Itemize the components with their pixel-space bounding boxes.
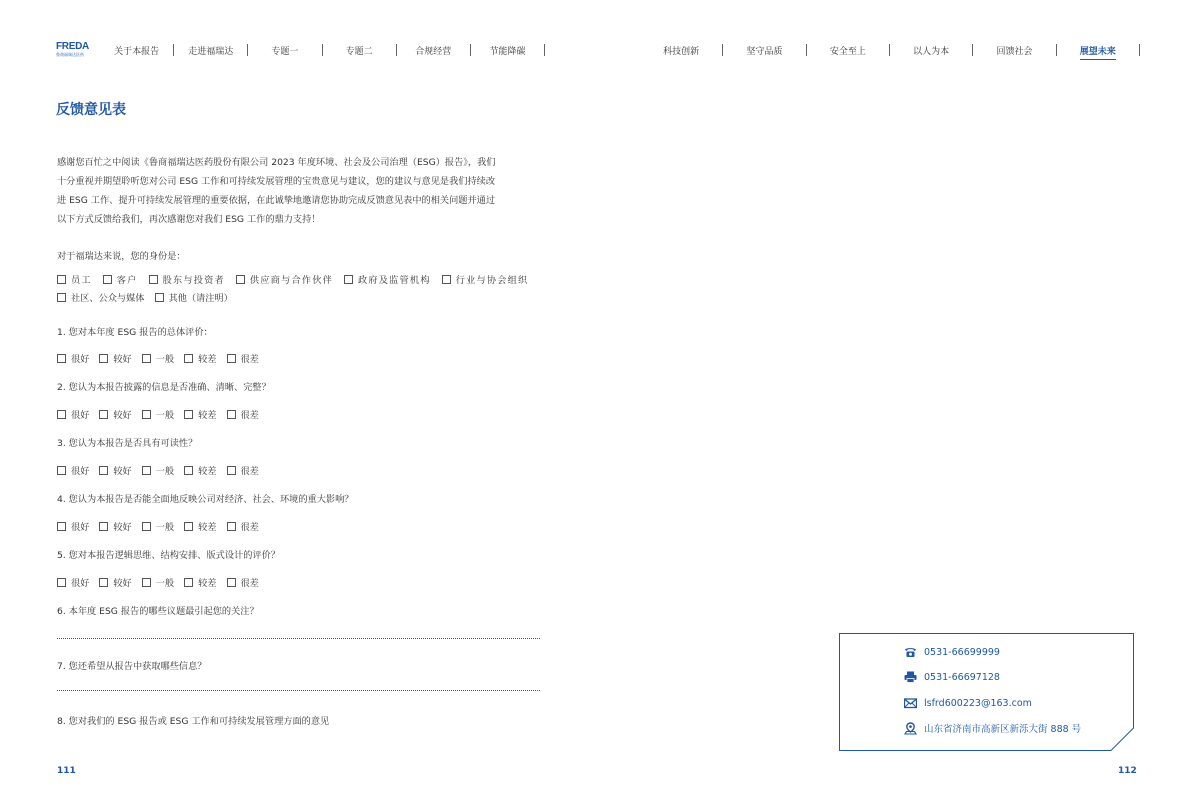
nav-left (100, 43, 545, 57)
nav-item-about-company[interactable]: 走进福瑞达 (188, 46, 234, 57)
checkbox[interactable] (227, 410, 236, 419)
nav-item-innovation[interactable]: 科技创新 (663, 46, 700, 57)
checkbox[interactable] (57, 275, 66, 284)
rating-option[interactable]: 很好 (57, 575, 89, 589)
rating-option[interactable]: 一般 (142, 351, 174, 365)
checkbox[interactable] (227, 466, 236, 475)
rating-option[interactable]: 很好 (57, 519, 89, 533)
nav-item-community[interactable]: 回馈社会 (996, 46, 1033, 57)
checkbox[interactable] (184, 354, 193, 363)
contact-fax (904, 671, 1000, 683)
page-number-right: 112 (1118, 766, 1137, 776)
rating-option[interactable]: 较差 (184, 463, 216, 477)
rating-option[interactable]: 很差 (227, 575, 259, 589)
rating-option[interactable]: 很差 (227, 407, 259, 421)
rating-option[interactable]: 较好 (99, 407, 131, 421)
checkbox[interactable] (184, 578, 193, 587)
contact-email (904, 697, 1032, 709)
rating-option[interactable]: 较差 (184, 519, 216, 533)
question-7: 7. 您还希望从报告中获取哪些信息？ (57, 661, 207, 672)
phone-number[interactable]: 0531-66699999 (924, 646, 1000, 658)
question-6: 6. 本年度 ESG 报告的哪些议题最引起您的关注？ (57, 606, 259, 617)
answer-line-q7[interactable] (57, 690, 540, 691)
nav-item-about-report[interactable]: 关于本报告 (114, 46, 160, 57)
rating-option[interactable]: 很差 (227, 519, 259, 533)
checkbox[interactable] (142, 354, 151, 363)
rating-option[interactable]: 很差 (227, 351, 259, 365)
intro-paragraph (57, 153, 541, 229)
phone-icon (904, 646, 917, 658)
checkbox[interactable] (236, 275, 245, 284)
nav-divider (544, 44, 545, 56)
logo (56, 41, 88, 59)
identity-option-other[interactable]: 其他（请注明） (155, 290, 233, 304)
checkbox[interactable] (184, 410, 193, 419)
identity-option-employee[interactable]: 员工 (57, 272, 92, 286)
checkbox[interactable] (344, 275, 353, 284)
nav-item-outlook-active[interactable]: 展望未来 (1057, 44, 1139, 57)
rating-options-q4 (57, 519, 269, 533)
rating-option[interactable]: 较好 (99, 519, 131, 533)
question-3: 3. 您认为本报告是否具有可读性？ (57, 438, 198, 449)
checkbox[interactable] (57, 293, 66, 302)
nav-item-topic-one[interactable]: 专题一 (271, 46, 299, 57)
nav-right (640, 43, 1140, 57)
checkbox[interactable] (99, 522, 108, 531)
rating-option[interactable]: 很好 (57, 407, 89, 421)
checkbox[interactable] (184, 466, 193, 475)
intro-line: 感谢您百忙之中阅读《鲁商福瑞达医药股份有限公司 2023 年度环境、社会及公司治理（ESG）报告》，我们 (57, 157, 496, 168)
rating-option[interactable]: 很好 (57, 463, 89, 477)
checkbox[interactable] (57, 410, 66, 419)
rating-option[interactable]: 较好 (99, 575, 131, 589)
nav-item-topic-two[interactable]: 专题二 (345, 46, 373, 57)
identity-option-customer[interactable]: 客户 (103, 272, 138, 286)
contact-phone (904, 646, 1000, 658)
intro-line: 以下方式反馈给我们，再次感谢您对我们 ESG 工作的鼎力支持！ (57, 214, 321, 225)
fax-number[interactable]: 0531-66697128 (924, 671, 1000, 683)
location-icon (904, 722, 917, 735)
checkbox[interactable] (99, 354, 108, 363)
email-address[interactable]: lsfrd600223@163.com (924, 697, 1032, 709)
rating-option[interactable]: 较差 (184, 407, 216, 421)
question-2: 2. 您认为本报告披露的信息是否准确、清晰、完整？ (57, 382, 271, 393)
checkbox[interactable] (149, 275, 158, 284)
mail-icon (904, 697, 917, 709)
checkbox[interactable] (142, 410, 151, 419)
question-1: 1. 您对本年度 ESG 报告的总体评价： (57, 327, 213, 338)
checkbox[interactable] (99, 410, 108, 419)
address-text: 山东省济南市高新区新泺大街 888 号 (924, 724, 1082, 735)
rating-options-q3 (57, 463, 269, 477)
nav-item-carbon-reduction[interactable]: 节能降碳 (489, 46, 526, 57)
checkbox[interactable] (103, 275, 112, 284)
nav-item-quality[interactable]: 坚守品质 (746, 46, 783, 57)
rating-options-q1 (57, 351, 269, 365)
page-title: 反馈意见表 (56, 102, 126, 118)
rating-option[interactable]: 一般 (142, 407, 174, 421)
checkbox[interactable] (227, 578, 236, 587)
intro-line: 进 ESG 工作、提升可持续发展管理的重要依据，在此诚挚地邀请您协助完成反馈意见表中的相关问题并通过 (57, 195, 496, 206)
rating-options-q5 (57, 575, 269, 589)
nav-item-people[interactable]: 以人为本 (913, 46, 950, 57)
contact-address (904, 721, 1081, 735)
rating-option[interactable]: 很差 (227, 463, 259, 477)
logo-subtext: 鲁商福瑞达医药 (56, 52, 84, 57)
rating-option[interactable]: 较差 (184, 351, 216, 365)
identity-option-government[interactable]: 政府及监管机构 (344, 272, 431, 286)
question-4: 4. 您认为本报告是否能全面地反映公司对经济、社会、环境的重大影响？ (57, 494, 354, 505)
rating-options-q2 (57, 407, 269, 421)
rating-option[interactable]: 较差 (184, 575, 216, 589)
checkbox[interactable] (99, 578, 108, 587)
checkbox[interactable] (99, 466, 108, 475)
nav-item-safety[interactable]: 安全至上 (829, 46, 866, 57)
checkbox[interactable] (142, 466, 151, 475)
checkbox[interactable] (57, 466, 66, 475)
checkbox[interactable] (142, 522, 151, 531)
page-number-left: 111 (57, 766, 76, 776)
identity-options-row1 (57, 272, 539, 286)
nav-divider (1139, 44, 1140, 56)
checkbox[interactable] (155, 293, 164, 302)
rating-option[interactable]: 一般 (142, 519, 174, 533)
checkbox[interactable] (227, 522, 236, 531)
intro-line: 十分重视并期望聆听您对公司 ESG 工作和可持续发展管理的宝贵意见与建议，您的建议与意见是我们持续改 (57, 176, 496, 187)
identity-option-supplier[interactable]: 供应商与合作伙伴 (236, 272, 333, 286)
rating-option[interactable]: 较好 (99, 463, 131, 477)
checkbox[interactable] (57, 578, 66, 587)
question-5: 5. 您对本报告逻辑思维、结构安排、版式设计的评价？ (57, 550, 280, 561)
checkbox[interactable] (442, 275, 451, 284)
fax-icon (904, 671, 917, 683)
checkbox[interactable] (57, 354, 66, 363)
nav-item-compliance[interactable]: 合规经营 (415, 46, 452, 57)
rating-option[interactable]: 很好 (57, 351, 89, 365)
checkbox[interactable] (184, 522, 193, 531)
identity-option-shareholder[interactable]: 股东与投资者 (149, 272, 225, 286)
rating-option[interactable]: 一般 (142, 463, 174, 477)
checkbox[interactable] (227, 354, 236, 363)
rating-option[interactable]: 较好 (99, 351, 131, 365)
rating-option[interactable]: 一般 (142, 575, 174, 589)
identity-option-community[interactable]: 社区、公众与媒体 (57, 290, 145, 304)
answer-line-q6[interactable] (57, 638, 540, 639)
checkbox[interactable] (57, 522, 66, 531)
checkbox[interactable] (142, 578, 151, 587)
identity-question: 对于福瑞达来说，您的身份是： (57, 251, 186, 262)
identity-options-row2 (57, 290, 243, 304)
question-8: 8. 您对我们的 ESG 报告或 ESG 工作和可持续发展管理方面的意见 (57, 716, 330, 727)
logo-text: FREDA (56, 41, 89, 52)
identity-option-industry[interactable]: 行业与协会组织 (442, 272, 529, 286)
